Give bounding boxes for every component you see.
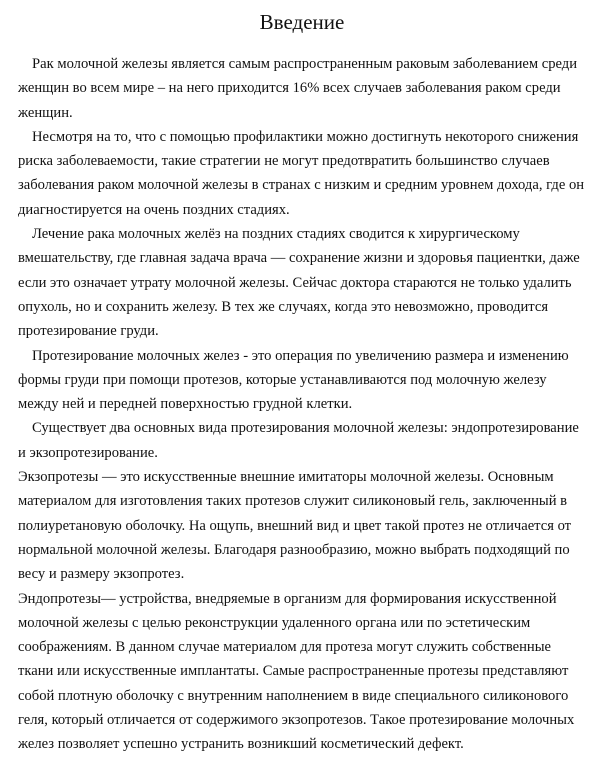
- paragraph-exoprostheses: Экзопротезы — это искусственные внешние имитаторы молочной железы. Основным материалом для изготовления таких протезов служит силиконовый гель, заключенный в полиуретановую оболочку. На ощупь, внешний вид и цвет такой протез не отличается от нормальной молочной железы. Благодаря разнообразию, можно выбрать подходящий по весу и размеру экзопротез.: [18, 469, 572, 583]
- paragraph-endoprostheses: Эндопротезы— устройства, внедряемые в организм для формирования искусственной молочной железы с целью реконструкции удаленного органа или по эстетическим соображениям. В данном случае материалом для протеза могут служить собственные ткани или искусственные имплантаты. Самые распространенные протезы представляют собой плотную оболочку с внутренним наполнением в виде специального силиконового геля, который отличается от содержимого экзопротезов. Такое протезирование молочных желез позволяет успешно устранить возникший косметический дефект.: [18, 590, 575, 753]
- paragraph-prosthetics-definition: Протезирование молочных желез - это операция по увеличению размера и изменению формы груди при помощи протезов, которые устанавливаются под молочную железу между ней и передней поверхностью грудной клетки.: [18, 347, 569, 413]
- paragraph-late-stage-treatment: Лечение рака молочных желёз на поздних стадиях сводится к хирургическому вмешательству, где главная задача врача — сохранение жизни и здоровья пациентки, даже если это означает утрату молочной железы. Сейчас доктора стараются не только удалить опухоль, но и сохранить железу. В тех же случаях, когда это невозможно, проводится протезирование груди.: [18, 226, 580, 340]
- paragraph-breast-cancer-prevalence: Рак молочной железы является самым распространенным раковым заболеванием среди женщин во всем мире – на него приходится 16% всех случаев заболевания раком среди женщин.: [18, 56, 578, 121]
- paragraph-prosthetics-types: Существует два основных вида протезирования молочной железы: эндопротезирование и экзопротезирование.: [18, 420, 579, 461]
- document-title: Введение: [259, 10, 345, 34]
- paragraph-prevention-limits: Несмотря на то, что с помощью профилактики можно достигнуть некоторого снижения риска заболеваемости, такие стратегии не могут предотвратить большинство случаев заболевания раком молочной железы в странах с низким и средним уровнем дохода, где он диагностируется на очень поздних стадиях.: [18, 128, 585, 218]
